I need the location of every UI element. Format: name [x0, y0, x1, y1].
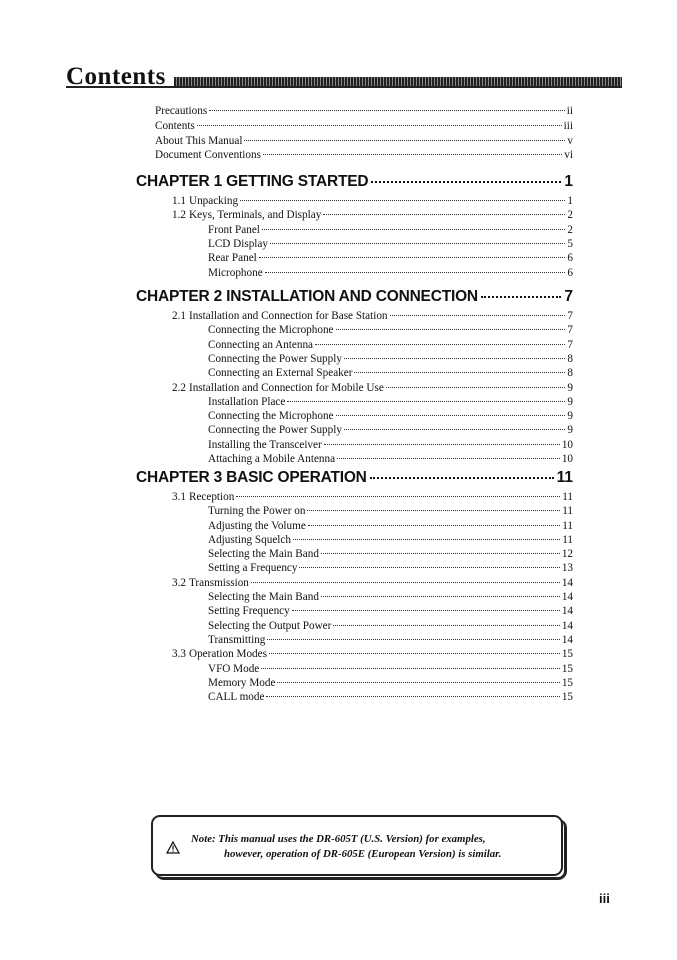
toc-section-entry: [172, 490, 573, 504]
page-ref: 14: [561, 591, 573, 603]
page-number: iii: [599, 891, 610, 906]
page-ref: 11: [562, 534, 573, 546]
toc-item-entry: [208, 519, 573, 533]
toc-item-entry: [208, 251, 573, 265]
note-prefix: Note:: [191, 833, 216, 845]
page-ref: 8: [567, 367, 573, 379]
page-ref: 14: [561, 577, 573, 589]
contents-heading-block: [66, 63, 622, 91]
dot-leader: [336, 329, 566, 330]
toc-item-entry: [208, 590, 573, 604]
page-ref: 13: [561, 562, 573, 574]
dot-leader: [344, 358, 565, 359]
page-ref: 12: [561, 548, 573, 560]
page-ref: 7: [567, 310, 573, 322]
page-ref: 10: [561, 439, 573, 451]
page-ref: 8: [567, 353, 573, 365]
toc-item-entry-label: Connecting the Power Supply: [208, 424, 342, 436]
page-ref: iii: [563, 120, 573, 132]
toc-item-entry-label: Turning the Power on: [208, 505, 306, 517]
toc-item-entry-label: Selecting the Output Power: [208, 620, 332, 632]
toc-item-entry: [208, 395, 573, 409]
page-ref: 11: [562, 505, 573, 517]
toc-item-entry-label: Connecting the Microphone: [208, 324, 334, 336]
toc-section-entry-label: Unpacking: [188, 195, 239, 207]
page-ref: 14: [561, 634, 573, 646]
dot-leader: [263, 154, 562, 155]
page-ref: 9: [567, 410, 573, 422]
toc-item-entry-label: Connecting an Antenna: [208, 339, 314, 351]
toc-item-entry-label: Rear Panel: [208, 252, 257, 264]
page-ref: 9: [567, 424, 573, 436]
dot-leader: [197, 125, 562, 126]
toc-section-entry: [172, 194, 573, 208]
dot-leader: [315, 344, 565, 345]
toc-item-entry-label: Connecting the Microphone: [208, 410, 334, 422]
chapter-heading-label: CHAPTER 3 BASIC OPERATION: [136, 469, 367, 486]
toc-item-entry-label: Connecting the Power Supply: [208, 353, 342, 365]
toc-front-entry: [155, 104, 573, 118]
dot-leader: [269, 653, 560, 654]
warning-icon: [166, 841, 180, 854]
toc-item-entry: [208, 423, 573, 437]
page-ref: 1: [567, 195, 573, 207]
section-number: 1.2: [172, 209, 186, 221]
dot-leader: [262, 229, 566, 230]
chapter-heading: [136, 172, 573, 192]
page-ref: 14: [561, 605, 573, 617]
page-ref: 2: [567, 209, 573, 221]
dot-leader: [270, 243, 565, 244]
dot-leader: [321, 553, 560, 554]
toc-section-entry: [172, 381, 573, 395]
dot-leader: [371, 181, 561, 183]
toc-item-entry-label: VFO Mode: [208, 663, 260, 675]
page-ref: vi: [564, 149, 573, 161]
toc-front-entry: [155, 148, 573, 162]
page-ref: 9: [567, 382, 573, 394]
toc-item-entry: [208, 237, 573, 251]
dot-leader: [277, 682, 559, 683]
dot-leader: [307, 510, 560, 511]
toc-item-entry: [208, 452, 573, 466]
toc-item-entry: [208, 533, 573, 547]
dot-leader: [481, 296, 561, 298]
dot-leader: [261, 668, 560, 669]
dot-leader: [337, 458, 560, 459]
toc-item-entry: [208, 266, 573, 280]
toc-item-entry-label: Installing the Transceiver: [208, 439, 322, 451]
toc-front-entry: [155, 134, 573, 148]
toc-item-entry-label: Adjusting the Volume: [208, 520, 306, 532]
page-ref: 14: [561, 620, 573, 632]
toc-item-entry: [208, 409, 573, 423]
dot-leader: [336, 415, 566, 416]
page-ref: ii: [566, 105, 573, 117]
toc-section-entry-label: Installation and Connection for Mobile Use: [188, 382, 384, 394]
toc-section-entry: [172, 576, 573, 590]
dot-leader: [265, 272, 566, 273]
toc-item-entry-label: Microphone: [208, 267, 263, 279]
toc-item-entry: [208, 338, 573, 352]
dot-leader: [209, 110, 565, 111]
toc-item-entry: [208, 352, 573, 366]
dot-leader: [293, 539, 560, 540]
toc-item-entry: [208, 438, 573, 452]
section-number: 3.2: [172, 577, 186, 589]
toc-item-entry-label: Selecting the Main Band: [208, 591, 319, 603]
toc-item-entry: [208, 504, 573, 518]
toc-item-entry-label: Adjusting Squelch: [208, 534, 291, 546]
toc-item-entry: [208, 690, 573, 704]
toc-item-entry-label: Selecting the Main Band: [208, 548, 319, 560]
chapter-heading-label: CHAPTER 1 GETTING STARTED: [136, 173, 369, 190]
dot-leader: [244, 140, 565, 141]
toc-item-entry-label: Memory Mode: [208, 677, 276, 689]
toc-section-entry: [172, 647, 573, 661]
toc-item-entry-label: Connecting an External Speaker: [208, 367, 353, 379]
toc-front-entry-label: Document Conventions: [155, 149, 261, 161]
toc-item-entry: [208, 604, 573, 618]
page-ref: 6: [567, 252, 573, 264]
page-title: Contents: [66, 63, 166, 90]
toc-item-entry-label: Attaching a Mobile Antenna: [208, 453, 336, 465]
page-ref: 15: [561, 648, 573, 660]
chapter-heading: [136, 468, 573, 488]
dot-leader: [323, 214, 565, 215]
dot-leader: [390, 315, 566, 316]
dot-leader: [266, 696, 559, 697]
note-line-2: however, operation of DR-605E (European Version) is similar.: [224, 848, 502, 860]
toc-section-entry-label: Transmission: [188, 577, 249, 589]
dot-leader: [251, 582, 560, 583]
page-ref: 15: [561, 663, 573, 675]
page-ref: 5: [567, 238, 573, 250]
toc-section-entry-label: Installation and Connection for Base Station: [188, 310, 388, 322]
dot-leader: [292, 610, 560, 611]
page-ref: 6: [567, 267, 573, 279]
toc-item-entry-label: Front Panel: [208, 224, 260, 236]
toc-item-entry: [208, 633, 573, 647]
dot-leader: [308, 525, 560, 526]
page-ref: v: [567, 135, 573, 147]
toc-front-entry-label: About This Manual: [155, 135, 243, 147]
note-text: [191, 832, 551, 862]
page-ref: 7: [567, 324, 573, 336]
toc-item-entry-label: CALL mode: [208, 691, 265, 703]
toc-item-entry: [208, 366, 573, 380]
toc-item-entry: [208, 619, 573, 633]
page-ref: 7: [567, 339, 573, 351]
dot-leader: [236, 496, 560, 497]
toc-front-entry-label: Contents: [155, 120, 195, 132]
section-number: 3.1: [172, 491, 186, 503]
dot-leader: [321, 596, 560, 597]
page-ref: 1: [564, 173, 573, 190]
toc-section-entry-label: Keys, Terminals, and Display: [188, 209, 322, 221]
toc-front-entry-label: Precautions: [155, 105, 208, 117]
dot-leader: [267, 639, 559, 640]
toc-section-entry: [172, 309, 573, 323]
page-ref: 7: [564, 288, 573, 305]
dot-leader: [344, 429, 565, 430]
dot-leader: [370, 477, 554, 479]
dot-leader: [240, 200, 565, 201]
section-number: 1.1: [172, 195, 186, 207]
toc-section-entry-label: Reception: [188, 491, 235, 503]
section-number: 3.3: [172, 648, 186, 660]
toc-item-entry-label: LCD Display: [208, 238, 268, 250]
dot-leader: [386, 387, 566, 388]
toc-front-entry: [155, 119, 573, 133]
dot-leader: [259, 257, 566, 258]
page-ref: 2: [567, 224, 573, 236]
dot-leader: [287, 401, 565, 402]
dot-leader: [354, 372, 565, 373]
toc-item-entry: [208, 547, 573, 561]
page-ref: 9: [567, 396, 573, 408]
toc-item-entry: [208, 323, 573, 337]
toc-item-entry: [208, 662, 573, 676]
toc-item-entry: [208, 223, 573, 237]
toc-section-entry-label: Operation Modes: [188, 648, 267, 660]
dot-leader: [299, 567, 559, 568]
page-ref: 10: [561, 453, 573, 465]
note-line-1: This manual uses the DR-605T (U.S. Version) for examples,: [218, 833, 486, 845]
dot-leader: [324, 444, 560, 445]
heading-rule-bar: [174, 77, 622, 86]
chapter-heading-label: CHAPTER 2 INSTALLATION AND CONNECTION: [136, 288, 478, 305]
toc-item-entry: [208, 676, 573, 690]
page-ref: 11: [562, 491, 573, 503]
page-ref: 11: [556, 469, 573, 486]
section-number: 2.2: [172, 382, 186, 394]
toc-item-entry-label: Installation Place: [208, 396, 286, 408]
toc-item-entry: [208, 561, 573, 575]
toc-item-entry-label: Transmitting: [208, 634, 266, 646]
toc-item-entry-label: Setting Frequency: [208, 605, 290, 617]
chapter-heading: [136, 287, 573, 307]
toc-item-entry-label: Setting a Frequency: [208, 562, 298, 574]
toc-section-entry: [172, 208, 573, 222]
page-ref: 15: [561, 677, 573, 689]
section-number: 2.1: [172, 310, 186, 322]
dot-leader: [333, 625, 559, 626]
page-ref: 15: [561, 691, 573, 703]
page-ref: 11: [562, 520, 573, 532]
